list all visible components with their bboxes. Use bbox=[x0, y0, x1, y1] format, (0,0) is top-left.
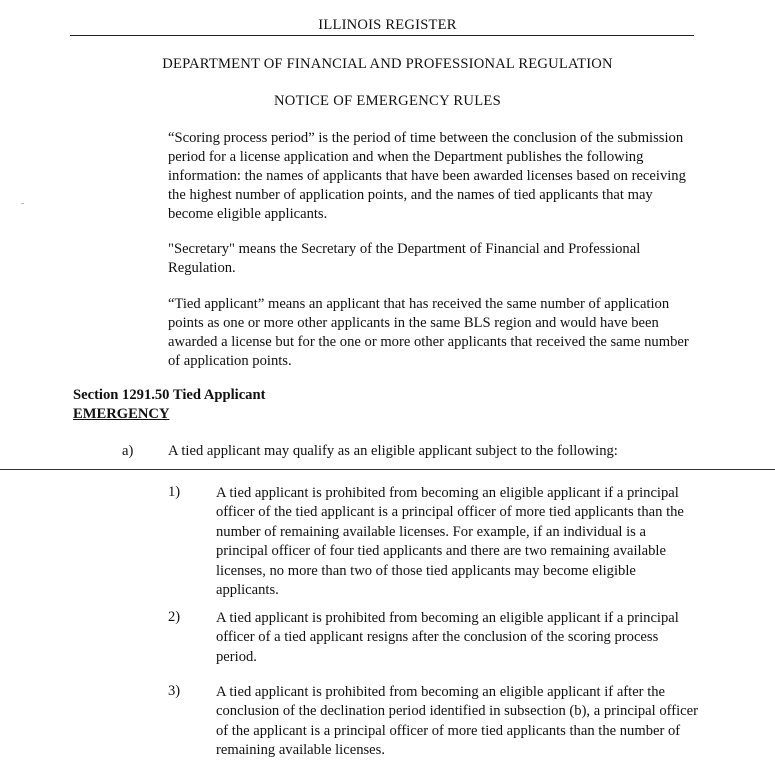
definition-scoring-process-period: “Scoring process period” is the period of time between the conclusion of the submission period for a license application and when the Department publishes the following information: the names of applicants that have been awarded licenses based on receiving the highest number of application points, and the names of tied applicants that may become eligible applicants. bbox=[168, 130, 686, 222]
item-1-number: 1) bbox=[168, 484, 181, 500]
item-2-text: A tied applicant is prohibited from becoming an eligible applicant if a principal officer of a tied applicant resigns after the conclusion of the scoring process period. bbox=[216, 610, 679, 665]
register-header: ILLINOIS REGISTER bbox=[318, 17, 457, 33]
item-3-number: 3) bbox=[168, 683, 181, 699]
notice-title: NOTICE OF EMERGENCY RULES bbox=[273, 93, 502, 109]
definition-tied-applicant: “Tied applicant” means an applicant that has received the same number of application points as one or more other applicants in the same BLS region and would have been awarded a license but for the one or more other applicants that received the same number of application points. bbox=[168, 296, 689, 369]
item-2-number: 2) bbox=[168, 609, 181, 625]
section-title: Section 1291.50 Tied Applicant bbox=[73, 387, 266, 403]
page-divider bbox=[0, 469, 775, 470]
header-rule bbox=[70, 35, 694, 36]
item-1-text: A tied applicant is prohibited from becoming an eligible applicant if a principal officer of the tied applicant is a principal officer of more tied applicants than the number of remaining available licenses. For example, if an individual is a principal officer of four tied applicants and there are two remaining available licenses, no more than two of those tied applicants may become eligible applicants. bbox=[216, 485, 684, 599]
definition-secretary: "Secretary" means the Secretary of the Department of Financial and Professional Regulation. bbox=[168, 241, 641, 276]
department-title: DEPARTMENT OF FINANCIAL AND PROFESSIONAL REGULATION bbox=[162, 56, 613, 72]
subsection-a-text: A tied applicant may qualify as an eligible applicant subject to the following: bbox=[168, 443, 618, 459]
emergency-label: EMERGENCY bbox=[73, 406, 170, 422]
subsection-a-label: a) bbox=[122, 443, 134, 459]
margin-mark bbox=[21, 203, 24, 204]
item-3-text: A tied applicant is prohibited from becoming an eligible applicant if after the conclusion of the declination period identified in subsection (b), a principal officer of the applicant is a principal officer of more tied applicants than the number of remaining available licenses. bbox=[216, 684, 698, 759]
